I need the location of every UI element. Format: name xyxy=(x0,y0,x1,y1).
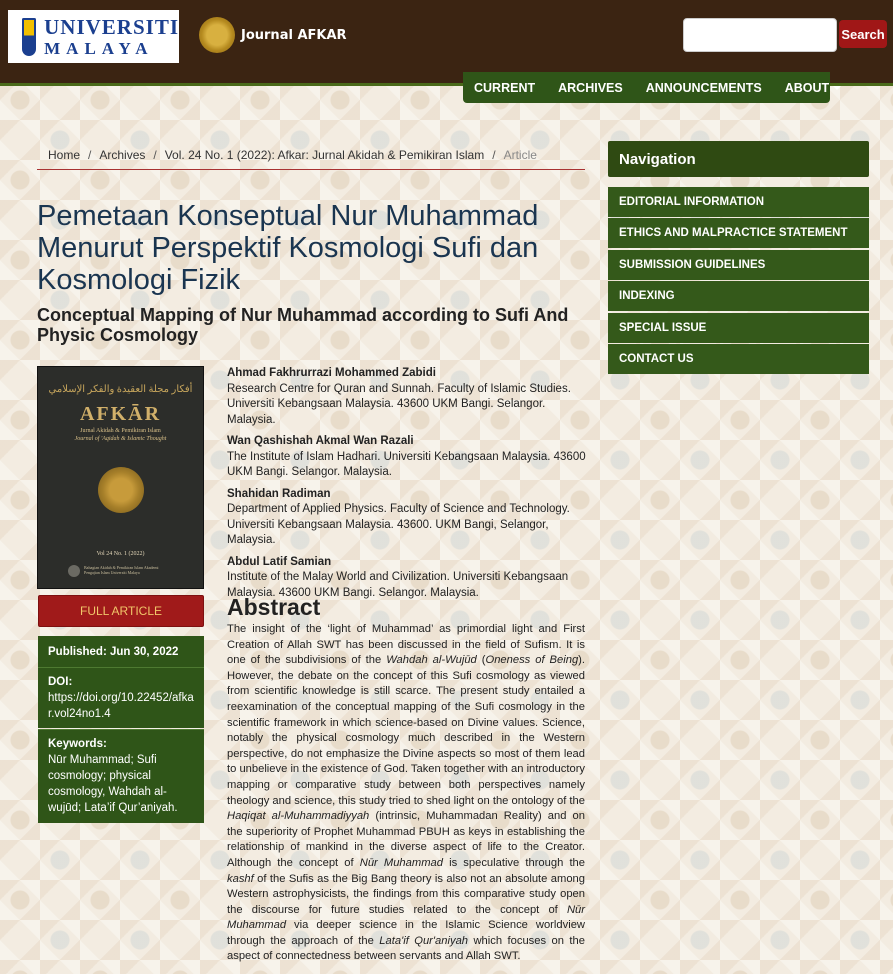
abstract-italic-term: Lata'if Qur'aniyah xyxy=(379,934,469,947)
nav-about-label: ABOUT xyxy=(784,80,830,95)
author-name: Abdul Latif Samian xyxy=(227,555,332,568)
breadcrumb xyxy=(37,141,585,170)
university-logo-line2: MALAYA xyxy=(44,38,154,58)
abstract-segment: (intrinsic, Muhammadan Reality) and on the superiority of Prophet Muhammad PBUH as keys in establishing the relationship of mankind in the diverse aspect of life to the Creator. Although the concept of xyxy=(227,810,585,869)
nav-announcements[interactable]: ANNOUNCEMENTS xyxy=(645,80,762,95)
cover-subtitle-english: Journal of 'Aqidah & Islamic Thought xyxy=(74,436,167,442)
authors-list xyxy=(227,366,587,607)
breadcrumb-separator: / xyxy=(153,148,157,162)
author-name: Shahidan Radiman xyxy=(227,487,331,500)
caret-down-icon xyxy=(833,86,841,90)
doi-box xyxy=(38,667,204,728)
search-button[interactable]: Search xyxy=(839,20,887,48)
breadcrumb-separator: / xyxy=(88,148,92,162)
main-nav xyxy=(463,72,830,103)
cover-seal-icon xyxy=(98,467,144,513)
abstract-italic-term: Nūr Muhammad xyxy=(227,903,585,932)
sidebar-item-ethics[interactable]: ETHICS AND MALPRACTICE STATEMENT xyxy=(608,218,869,248)
university-logo[interactable] xyxy=(8,10,179,63)
nav-archives[interactable]: ARCHIVES xyxy=(558,80,623,95)
article-subtitle: Conceptual Mapping of Nur Muhammad according to Sufi And Physic Cosmology xyxy=(37,305,569,345)
journal-emblem-icon xyxy=(199,17,235,53)
abstract-italic-term: Nūr Muhammad xyxy=(359,856,443,869)
journal-logo[interactable] xyxy=(199,17,347,53)
abstract-segment: ). However, the debate on the concept of this Sufi cosmology as viewed from scientific knowledge is still scarce. The present study entailed a reexamination of the conceptual mapping of the Sufi cosmology in the scientific framework in which science-based on Divine values. Science, notably the physical cosmology much described in the Western perspective, do not emphasize the Divine aspects so most of them lead to unbelieve in the existence of God. Taken together with an introductory mapping or comparative study between both perspectives namely theology and science, this study tried to shed light on the ontology of the xyxy=(227,654,586,807)
nav-current[interactable]: CURRENT xyxy=(474,80,536,95)
sidebar-item-contact-us[interactable]: CONTACT US xyxy=(608,344,869,374)
sidebar-item-special-issue[interactable]: SPECIAL ISSUE xyxy=(608,313,869,343)
author-name: Wan Qashishah Akmal Wan Razali xyxy=(227,435,414,447)
journal-title: Journal AFKAR xyxy=(241,27,347,43)
breadcrumb-issue[interactable]: Vol. 24 No. 1 (2022): Afkar: Jurnal Akidah & Pemikiran Islam xyxy=(164,148,485,162)
breadcrumb-archives[interactable]: Archives xyxy=(99,148,146,162)
cover-footer-logo-icon xyxy=(68,565,80,577)
abstract-segment: is speculative through the xyxy=(442,856,585,869)
sidebar-item-submission-guidelines[interactable]: SUBMISSION GUIDELINES xyxy=(608,250,869,280)
sidebar-item-editorial-information[interactable]: EDITORIAL INFORMATION xyxy=(608,187,869,217)
author-affiliation: Research Centre for Quran and Sunnah. Faculty of Islamic Studies. Universiti Kebangsaan Malaysia. 43600 UKM Bangi. Selangor. Malaysia. xyxy=(227,382,571,426)
cover-volume: Vol 24 No. 1 (2022) xyxy=(96,551,145,557)
breadcrumb-separator: / xyxy=(492,148,496,162)
keywords-box xyxy=(38,729,204,823)
doi-link[interactable]: https://doi.org/10.22452/afkar.vol24no1.4 xyxy=(48,692,194,720)
breadcrumb-current: Article xyxy=(503,148,537,162)
keywords-label: Keywords: xyxy=(48,738,107,750)
cover-subtitle-malay: Jurnal Akidah & Pemikiran Islam xyxy=(80,428,161,434)
cover-arabic-title: أفكار مجلة العقيدة والفكر الإسلامي xyxy=(48,384,193,395)
published-box xyxy=(38,636,204,667)
abstract-italic-term: kashf xyxy=(227,872,254,885)
abstract-segment: which focuses on the aspect of connectedness between servants and Allah SWT. xyxy=(227,934,585,963)
author-affiliation: Institute of the Malay World and Civilization. Universiti Kebangsaan Malaysia. 43600 UKM Bangi. Selangor. Malaysia. xyxy=(227,571,569,599)
author-item xyxy=(227,366,587,428)
search-input[interactable] xyxy=(683,18,837,52)
author-name: Ahmad Fakhrurrazi Mohammed Zabidi xyxy=(227,367,436,379)
published-date: Jun 30, 2022 xyxy=(109,645,179,658)
sidebar-item-indexing[interactable]: INDEXING xyxy=(608,281,869,311)
keywords-value: Nūr Muhammad; Sufi cosmology; physical cosmology, Wahdah al-wujūd; Lata’if Qur’aniyah. xyxy=(48,754,178,814)
author-affiliation: The Institute of Islam Hadhari. Universiti Kebangsaan Malaysia. 43600 UKM Bangi. Selangor. Malaysia. xyxy=(227,450,586,478)
cover-journal-name: AFKĀR xyxy=(79,403,162,425)
university-logo-line1: UNIVERSITI xyxy=(44,14,179,39)
doi-label: DOI: xyxy=(48,676,73,688)
author-affiliation: Department of Applied Physics. Faculty of Science and Technology. Universiti Kebangsaan Malaysia. 43600. UKM Bangi, Selangor, Malaysia. xyxy=(227,503,570,546)
abstract-italic-term: Oneness of Being xyxy=(485,654,579,667)
abstract-segment: ( xyxy=(476,654,486,667)
abstract-segment: of the Sufis as the Big Bang theory is also not an absolute among Western astrophysicists, the findings from this comparative study open the discourse for future studies related to the concept of xyxy=(227,872,585,916)
abstract-italic-term: Haqiqat al-Muhammadiyyah xyxy=(227,810,370,823)
published-label: Published: xyxy=(48,645,107,658)
abstract-text xyxy=(227,622,585,965)
university-crest-icon xyxy=(22,18,36,56)
full-article-button[interactable]: FULL ARTICLE xyxy=(38,595,204,627)
author-item xyxy=(227,487,587,549)
issue-cover-image[interactable] xyxy=(37,366,204,589)
breadcrumb-home[interactable]: Home xyxy=(48,148,81,162)
abstract-italic-term: Wahdah al-Wujūd xyxy=(386,654,477,667)
author-item xyxy=(227,434,587,481)
nav-about[interactable] xyxy=(785,81,841,95)
abstract-segment: The insight of the ‘light of Muhammad’ as primordial light and First Creation of Allah SWT has been discussed in the field of Sufism. It is one of the subdivisions of the xyxy=(227,623,585,667)
article-title: Pemetaan Konseptual Nur Muhammad Menurut Perspektif Kosmologi Sufi dan Kosmologi Fizik xyxy=(37,200,539,296)
cover-footer-text: Bahagian Akidah & Pemikiran Islam Akademi Pengajian Islam Universiti Malaya xyxy=(84,565,159,575)
abstract-segment: via deeper science in the Islamic Science worldview through the approach of the xyxy=(227,919,585,947)
sidebar-title: Navigation xyxy=(608,141,869,177)
abstract-heading: Abstract xyxy=(227,594,321,620)
